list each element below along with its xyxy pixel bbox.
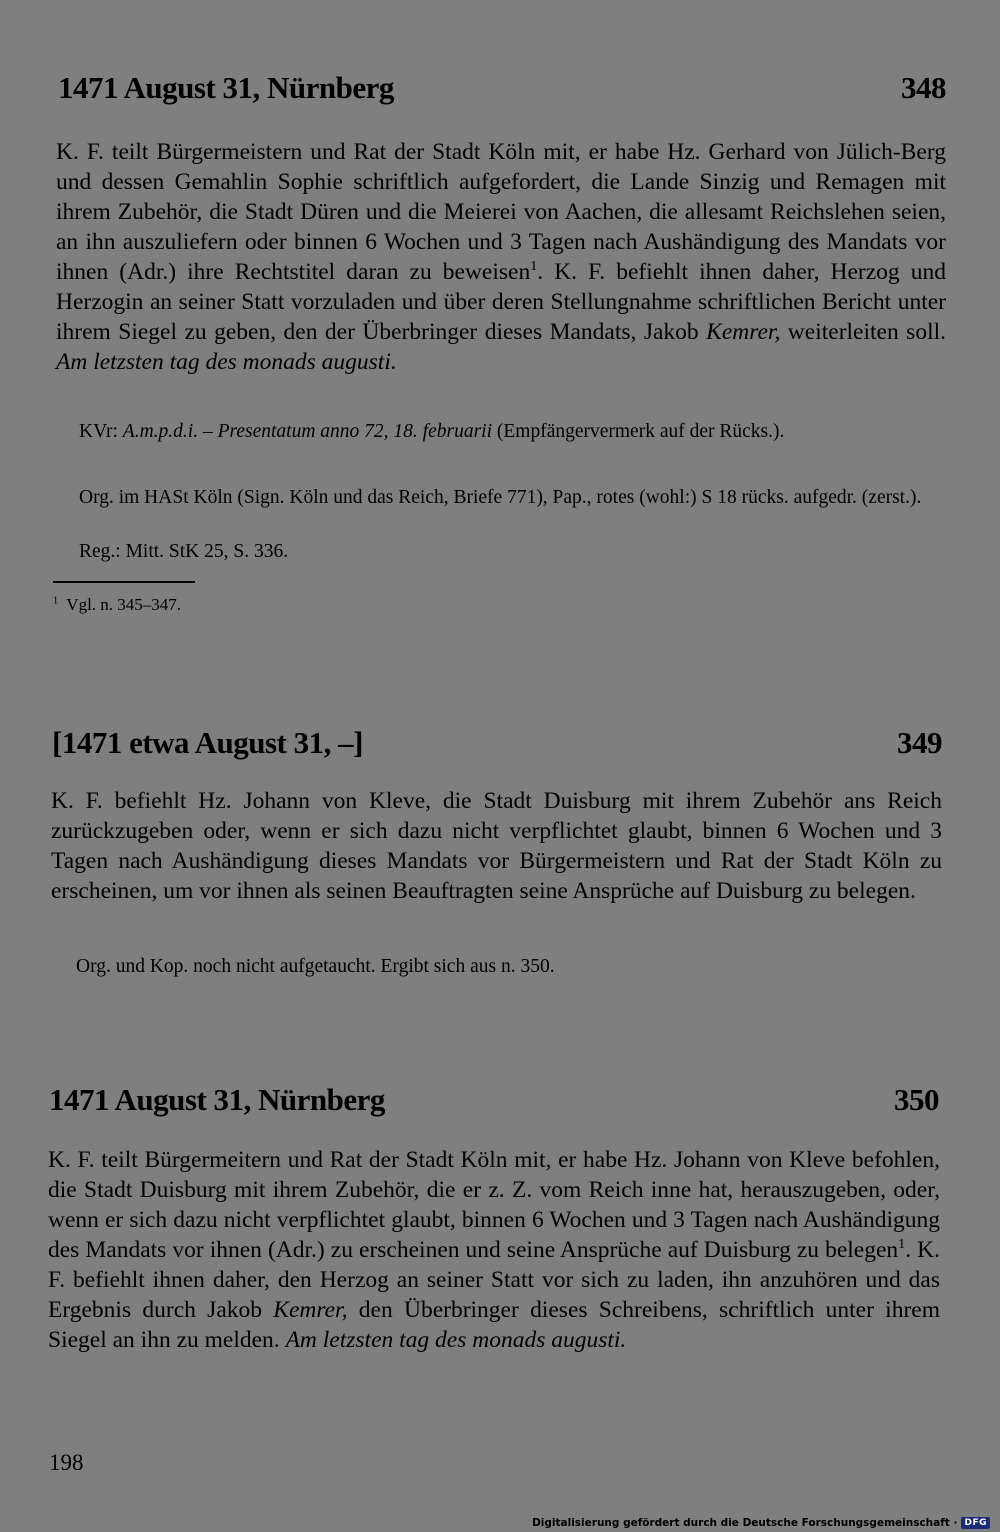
footnote-ref: 1: [530, 258, 538, 275]
page-number: 198: [49, 1450, 84, 1475]
funding-credit: [532, 1517, 990, 1529]
date-quote: Am letzsten tag des monads augusti.: [285, 1327, 627, 1353]
entry-350-body: K. F. teilt Bürgermeitern und Rat der Stadt Köln mit, er habe Hz. Johann von Kleve befohlen, die Stadt Duisburg mit ihrem Zubehör, die er z. Z. vom Reich inne hat, herauszugeben, oder, wenn er sich dazu nicht verpflichtet glaubt, binnen 6 Wochen und 3 Tagen nach Aushändigung des Mandats vor ihnen (Adr.) zu erscheinen und seine Ansprüche auf Duisburg zu belegen$^1$. K. F. befiehlt ihnen daher, den Herzog an seiner Statt vor sich zu laden, ihn anzuhören und das Ergebnis durch Jakob Kemrer, den Überbringer dieses Schreibens, schriftlich unter ihrem Siegel an ihn zu melden. Am letzsten tag des monads augusti.: [48, 1147, 940, 1353]
entry-348-header: [58, 70, 946, 106]
credit-text: Digitalisierung gefördert durch die Deutsche Forschungsgemeinschaft ·: [532, 1517, 958, 1529]
entry-348-reg-note: Reg.: Mitt. StK 25, S. 336.: [79, 541, 289, 562]
date-quote: Am letzsten tag des monads augusti.: [56, 349, 397, 375]
entry-348-kvr-note: KVr: A.m.p.d.i. – Presentatum anno 72, 18. februarii (Empfängervermerk auf der Rücks.).: [79, 421, 785, 442]
entry-349-number: 349: [897, 725, 942, 760]
person-name: Kemrer,: [273, 1297, 348, 1323]
entry-348-org-note: Org. im HASt Köln (Sign. Köln und das Reich, Briefe 771), Pap., rotes (wohl:) S 18 rücks. aufgedr. (zerst.).: [79, 487, 922, 508]
entry-349-header: [52, 725, 942, 761]
person-name: Kemrer,: [706, 319, 781, 345]
entry-348-heading: 1471 August 31, Nürnberg: [58, 70, 394, 105]
entry-348-footnote: $^1$ Vgl. n. 345–347.: [53, 595, 182, 614]
entry-349-org-note: Org. und Kop. noch nicht aufgetaucht. Ergibt sich aus n. 350.: [76, 956, 555, 977]
entry-349-heading: [1471 etwa August 31, –]: [52, 725, 363, 760]
dfg-logo-icon: DFG: [961, 1517, 990, 1529]
entry-350-header: [49, 1082, 939, 1118]
entry-348-body: K. F. teilt Bürgermeistern und Rat der Stadt Köln mit, er habe Hz. Gerhard von Jülich-Berg und dessen Gemahlin Sophie schriftlich aufgefordert, die Lande Sinzig und Remagen mit ihrem Zubehör, die Stadt Düren und die Meierei von Aachen, die allesamt Reichslehen seien, an ihn auszuliefern oder binnen 6 Wochen und 3 Tagen nach Aushändigung des Mandats vor ihnen (Adr.) ihre Rechtstitel daran zu beweisen$^1$. K. F. befiehlt ihnen daher, Herzog und Herzogin an seiner Statt vorzuladen und über deren Stellungnahme schriftlichen Bericht unter ihrem Siegel zu geben, den der Überbringer dieses Mandats, Jakob Kemrer, weiterleiten soll. Am letzsten tag des monads augusti.: [56, 139, 946, 375]
entry-350-number: 350: [894, 1082, 939, 1117]
entry-348-number: 348: [901, 70, 946, 105]
entry-350-heading: 1471 August 31, Nürnberg: [49, 1082, 385, 1117]
footnote-rule: [53, 581, 195, 583]
entry-349-body: K. F. befiehlt Hz. Johann von Kleve, die Stadt Duisburg mit ihrem Zubehör ans Reich zurückzugeben oder, wenn er sich dazu nicht verpflichtet glaubt, binnen 6 Wochen und 3 Tagen nach Aushändigung dieses Mandats vor Bürgermeistern und Rat der Stadt Köln zu erscheinen, um vor ihnen als seinen Beauftragten seine Ansprüche auf Duisburg zu belegen.: [51, 788, 942, 904]
footnote-ref: 1: [898, 1236, 906, 1253]
